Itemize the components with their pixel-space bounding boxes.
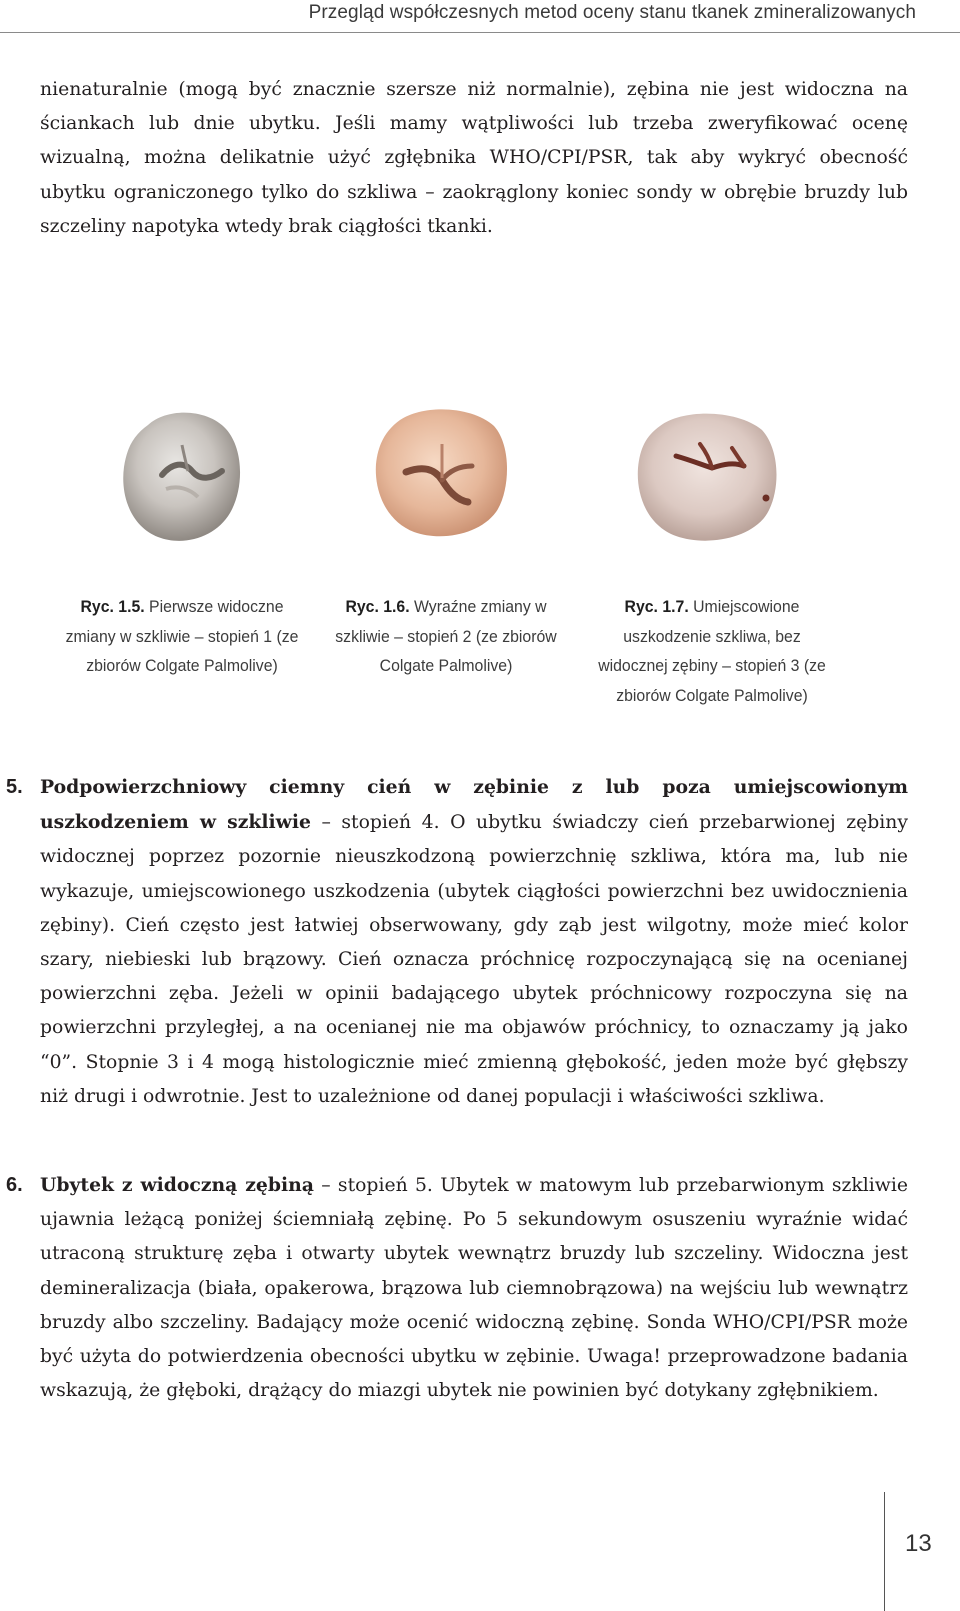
figure-caption-text: Wyraźne zmiany w szkliwie – stopień 2 (ze zbiorów Colgate Palmolive) <box>335 597 557 675</box>
page-number: 13 <box>905 1530 932 1557</box>
list-item-number: 5. <box>6 776 23 798</box>
list-item-text: – stopień 5. Ubytek w matowym lub przebarwionym szkliwie ujawnia leżącą poniżej ściemniałą zębinę. Po 5 sekundowym osuszeniu wyraźnie widać utraconą strukturę zęba i otwarty ubytek wewnątrz bruzdy lub szczeliny. Widoczna jest demineralizacja (biała, opakerowa, brązowa lub ciemnobrązowa) na wejściu lub wewnątrz bruzdy albo szczeliny. Badający może ocenić widoczną zębinę. Sonda WHO/CPI/PSR może być użyta do potwierdzenia obecności ubytku w zębinie. Uwaga! przeprowadzone badania wskazują, że głęboki, drążący do miazgi ubytek nie powinien być dotykany zgłębnikiem. <box>40 1175 908 1402</box>
header-divider <box>0 32 960 33</box>
figure-number: Ryc. 1.5. <box>80 597 145 616</box>
list-item-paragraph <box>40 1168 908 1408</box>
list-item-6 <box>6 1168 908 1408</box>
running-title: Przegląd współczesnych metod oceny stanu tkanek zmineralizowanych <box>308 2 916 23</box>
figure-number: Ryc. 1.6. <box>345 597 410 616</box>
intro-paragraph: nienaturalnie (mogą być znacznie szersze niż normalnie), zębina nie jest widoczna na ściankach lub dnie ubytku. Jeśli mamy wątpliwości lub trzeba zweryfikować ocenę wizualną, można delikatnie użyć zgłębnika WHO/CPI/PSR, tak aby wykryć obecność ubytku ograniczonego tylko do szkliwa – zaokrąglony koniec sondy w obrębie bruzdy lub szczeliny napotyka wtedy brak ciągłości tkanki. <box>40 79 908 237</box>
list-item-title: Ubytek z widoczną zębiną <box>40 1174 314 1196</box>
page-number-divider <box>884 1492 885 1611</box>
figure-caption-text: Pierwsze widoczne zmiany w szkliwie – stopień 1 (ze zbiorów Colgate Palmolive) <box>65 597 299 675</box>
list-item-text: – stopień 4. O ubytku świadczy cień przebarwionej zębiny widocznej poprzez pozornie nieuszkodzoną powierzchnię szkliwa, która ma, lub nie wykazuje, umiejscowionego uszkodzenia (ubytek ciągłości powierzchni bez uwidocznienia zębiny). Cień często jest łatwiej obserwowany, gdy ząb jest wilgotny, może mieć kolor szary, niebieski lub brązowy. Cień oznacza próchnicę rozpoczynającą się na ocenianej powierzchni zęba. Jeżeli w opinii badającego ubytek próchnicowy rozpoczyna się na powierzchni przyległej, a na ocenianej nie ma objawów próchnicy, to oznaczamy ją jako “0”. Stopnie 3 i 4 mogą histologicznie mieć zmienną głębokość, jeden może być głębszy niż drugi i odwrotnie. Jest to uzależnione od danej populacji i właściwości szkliwa. <box>40 812 908 1107</box>
figure-caption-text: Umiejscowione uszkodzenie szkliwa, bez widocznej zębiny – stopień 3 (ze zbiorów Colgate Palmolive) <box>598 597 826 705</box>
tooth-photo-stage1 <box>118 405 246 547</box>
list-item-paragraph <box>40 770 908 1114</box>
figure-caption-1-7 <box>594 592 830 710</box>
list-item-5 <box>6 770 908 1114</box>
figure-caption-1-5 <box>65 592 299 681</box>
figure-number: Ryc. 1.7. <box>624 597 689 616</box>
tooth-photo-stage3 <box>634 408 782 546</box>
list-item-number: 6. <box>6 1174 23 1196</box>
figure-caption-1-6 <box>331 592 562 681</box>
list-item-title: Podpowierzchniowy ciemny cień w zębinie z lub poza umiejscowionym uszkodzeniem w szkliwie <box>40 776 908 834</box>
tooth-photo-stage2 <box>372 404 512 542</box>
